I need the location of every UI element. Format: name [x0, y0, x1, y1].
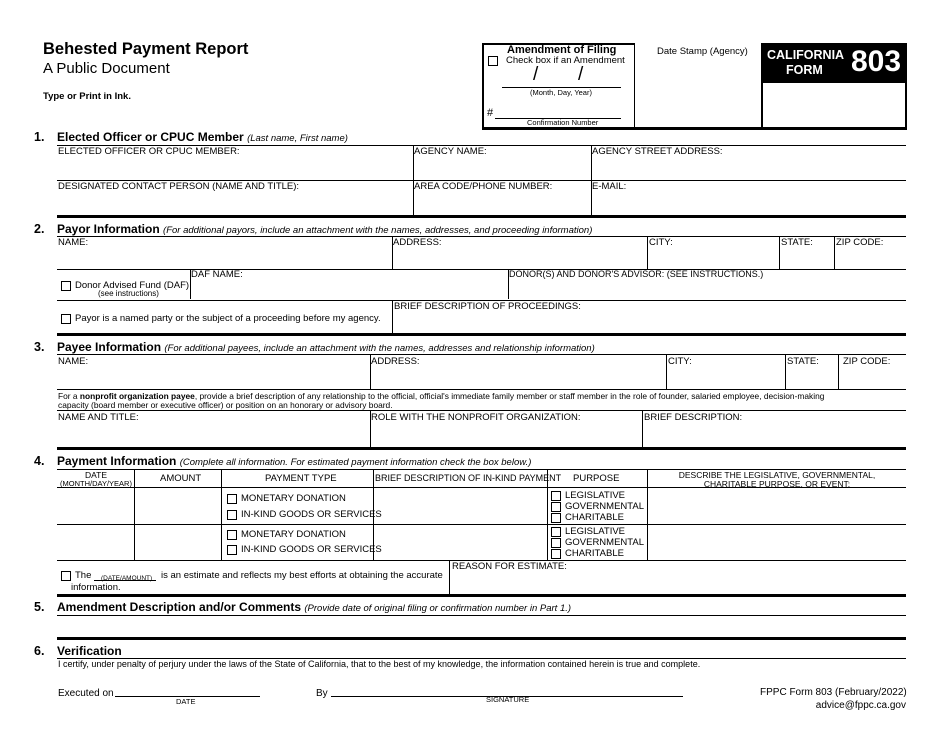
payment-1-legislative-checkbox[interactable]: [551, 491, 561, 501]
agency-street-label: AGENCY STREET ADDRESS:: [592, 146, 723, 157]
payment-1-monetary[interactable]: [227, 493, 346, 504]
daf-name-input[interactable]: [192, 282, 506, 298]
named-party-label: Payor is a named party or the subject of a proceeding before my agency.: [75, 313, 381, 324]
proceedings-label: BRIEF DESCRIPTION OF PROCEEDINGS:: [394, 301, 581, 312]
officer-name-label: ELECTED OFFICER OR CPUC MEMBER:: [58, 146, 240, 157]
reason-for-estimate-label: REASON FOR ESTIMATE:: [452, 561, 567, 572]
payment-2-inkind-description[interactable]: [375, 526, 545, 558]
amendment-checkbox[interactable]: [488, 56, 498, 66]
reason-for-estimate-input[interactable]: [452, 574, 904, 593]
agency-name-label: AGENCY NAME:: [414, 146, 487, 157]
brand-california: CALIFORNIA: [767, 48, 845, 62]
payment-1-purpose-description[interactable]: [649, 489, 904, 522]
estimate-information: information.: [71, 582, 121, 593]
section-3-heading: Payee Information: [57, 340, 162, 354]
payment-2-charitable[interactable]: [551, 548, 624, 559]
agency-street-input[interactable]: [593, 159, 904, 179]
estimate-rest-text: is an estimate and reflects my best efforts at obtaining the accurate: [161, 570, 443, 581]
section-1-heading: Elected Officer or CPUC Member: [57, 130, 244, 144]
payor-state-input[interactable]: [781, 250, 832, 267]
col-date-header: [58, 471, 134, 487]
payment-2-inkind-checkbox[interactable]: [227, 545, 237, 555]
col-date-sublabel: (MONTH/DAY/YEAR): [60, 478, 132, 488]
phone-input[interactable]: [415, 194, 588, 214]
section-5-heading: Amendment Description and/or Comments: [57, 600, 302, 614]
section-2-note: (For additional payors, include an attachment with the names, addresses, and proceeding information): [163, 225, 593, 236]
payee-zip-label: ZIP CODE:: [843, 356, 891, 367]
payment-2-governmental[interactable]: [551, 537, 644, 548]
payee-city-input[interactable]: [668, 369, 783, 387]
proceedings-input[interactable]: [394, 314, 904, 332]
payment-1-legislative[interactable]: [551, 490, 625, 501]
section-3-note: (For additional payees, include an attachment with the names, addresses and relationship information): [164, 343, 595, 354]
brand-form: FORM: [786, 63, 823, 77]
payor-address-label: ADDRESS:: [393, 237, 442, 248]
estimate-checkbox[interactable]: [61, 571, 71, 581]
section-2-number: 2.: [34, 222, 45, 236]
payor-zip-input[interactable]: [836, 250, 904, 267]
section-1-note: (Last name, First name): [247, 133, 348, 144]
footer-contact-email[interactable]: advice@fppc.ca.gov: [815, 700, 906, 711]
date-stamp-area[interactable]: [636, 60, 760, 126]
payee-address-input[interactable]: [372, 369, 664, 387]
amendment-date-slash-1: /: [533, 64, 539, 85]
payment-1-date-input[interactable]: [58, 489, 132, 522]
payee-city-label: CITY:: [668, 356, 692, 367]
contact-person-input[interactable]: [58, 194, 410, 214]
section-6-number: 6.: [34, 644, 45, 658]
payor-city-label: CITY:: [649, 237, 673, 248]
agency-name-input[interactable]: [415, 159, 588, 179]
section-6-heading: Verification: [57, 644, 122, 658]
payment-2-legislative-label: LEGISLATIVE: [565, 526, 626, 537]
execution-date-caption: DATE: [176, 697, 196, 706]
named-party-checkbox[interactable]: [61, 314, 71, 324]
nonprofit-instruction-pre: For a: [58, 391, 80, 401]
payor-state-label: STATE:: [781, 237, 813, 248]
daf-checkbox[interactable]: [61, 281, 71, 291]
payment-1-governmental-checkbox[interactable]: [551, 502, 561, 512]
col-amount-header: AMOUNT: [160, 473, 202, 484]
executed-on-label: Executed on: [58, 688, 114, 699]
payor-address-input[interactable]: [394, 250, 644, 267]
nonprofit-instruction-line2: capacity (board member or executive officer) or position on an honorary or advisory board.: [58, 399, 393, 410]
amendment-title: Amendment of Filing: [507, 44, 617, 56]
section-1-number: 1.: [34, 130, 45, 144]
email-input[interactable]: [593, 194, 904, 214]
section-4-number: 4.: [34, 454, 45, 468]
brand-box-lower: [761, 83, 907, 128]
confirmation-hash: #: [487, 107, 494, 119]
payor-name-input[interactable]: [58, 250, 389, 267]
payment-1-governmental[interactable]: [551, 501, 644, 512]
payee-name-input[interactable]: [58, 369, 367, 387]
payment-2-legislative-checkbox[interactable]: [551, 527, 561, 537]
estimate-date-amount-caption: (DATE/AMOUNT): [101, 575, 153, 582]
payment-1-amount-input[interactable]: [136, 489, 219, 522]
officer-name-input[interactable]: [58, 159, 410, 179]
donors-input[interactable]: [510, 282, 904, 298]
col-date-label: DATE: [84, 470, 108, 480]
by-label: By: [316, 688, 328, 699]
nonprofit-instruction-bold: nonprofit organization payee: [79, 391, 195, 401]
payment-2-governmental-label: GOVERNMENTAL: [565, 537, 645, 548]
section-4-note: (Complete all information. For estimated payment information check the box below.): [179, 457, 532, 468]
payment-2-monetary-label: MONETARY DONATION: [241, 529, 346, 540]
payment-1-monetary-checkbox[interactable]: [227, 494, 237, 504]
verification-statement: I certify, under penalty of perjury under the laws of the State of California, that to the best of my knowledge, the information contained herein is true and complete.: [58, 659, 701, 669]
payment-1-monetary-label: MONETARY DONATION: [241, 493, 346, 504]
section-6-title: [57, 644, 122, 658]
payment-1-inkind-label: IN-KIND GOODS OR SERVICES: [241, 509, 382, 520]
payee-zip-input[interactable]: [840, 369, 904, 387]
section-5-note: (Provide date of original filing or confirmation number in Part 1.): [304, 603, 572, 614]
np-role-label: ROLE WITH THE NONPROFIT ORGANIZATION:: [371, 412, 581, 423]
section-5-number: 5.: [34, 600, 45, 614]
payment-2-inkind[interactable]: [227, 544, 382, 555]
donors-label: DONOR(S) AND DONOR'S ADVISOR: (SEE INSTRUCTIONS.): [509, 269, 764, 279]
payment-1-inkind[interactable]: [227, 509, 382, 520]
brand-form-number: 803: [851, 45, 902, 78]
daf-see-instructions: (see instructions): [98, 289, 159, 298]
np-brief-label: BRIEF DESCRIPTION:: [644, 412, 743, 423]
amendment-date-slash-2: /: [578, 64, 584, 85]
np-role-input[interactable]: [372, 425, 639, 445]
col-purpose-header: PURPOSE: [573, 473, 620, 484]
payment-2-purpose-description[interactable]: [649, 526, 904, 558]
confirmation-caption: Confirmation Number: [527, 118, 599, 127]
named-party-checkbox-row[interactable]: [61, 313, 381, 324]
amendment-date-caption: (Month, Day, Year): [530, 88, 592, 97]
section-3-title: [57, 340, 595, 354]
section-1-title: [57, 130, 348, 144]
amendment-check-label: Check box if an Amendment: [506, 55, 625, 66]
payment-2-monetary-checkbox[interactable]: [227, 530, 237, 540]
section-4-title: [57, 454, 531, 468]
col-type-header: PAYMENT TYPE: [265, 473, 337, 484]
nonprofit-instruction: [58, 392, 898, 409]
amendment-date-input[interactable]: [502, 66, 620, 86]
section-4-heading: Payment Information: [57, 454, 177, 468]
np-name-title-label: NAME AND TITLE:: [58, 412, 139, 423]
payment-1-inkind-checkbox[interactable]: [227, 510, 237, 520]
payee-address-label: ADDRESS:: [371, 356, 420, 367]
payment-1-charitable[interactable]: [551, 512, 624, 523]
section-2-heading: Payor Information: [57, 222, 160, 236]
phone-label: AREA CODE/PHONE NUMBER:: [414, 181, 553, 192]
col-describe-header: [648, 471, 906, 488]
footer-form-id: FPPC Form 803 (February/2022): [760, 687, 907, 698]
ink-instruction: Type or Print in Ink.: [43, 91, 131, 102]
payment-1-charitable-checkbox[interactable]: [551, 513, 561, 523]
payor-name-label: NAME:: [58, 237, 89, 248]
section-5-title: [57, 600, 571, 614]
payee-name-label: NAME:: [58, 356, 89, 367]
estimate-the: The: [75, 570, 92, 581]
payment-2-legislative[interactable]: [551, 526, 625, 537]
col-describe-line2: CHARITABLE PURPOSE, OR EVENT:: [703, 478, 851, 489]
col-describe-line1: DESCRIBE THE LEGISLATIVE, GOVERNMENTAL,: [678, 470, 876, 480]
email-label: E-MAIL:: [592, 181, 627, 192]
col-inkind-header: BRIEF DESCRIPTION OF IN-KIND PAYMENT: [375, 473, 562, 483]
nonprofit-instruction-line1: , provide a brief description of any relationship to the official, official's immediate family member or staff member in the role of founder, salaried employee, decision-making: [194, 391, 825, 401]
signature-caption: SIGNATURE: [486, 695, 530, 704]
execution-date-input[interactable]: [115, 683, 259, 696]
daf-name-label: DAF NAME:: [191, 269, 243, 280]
daf-checkbox-label: Donor Advised Fund (DAF): [75, 280, 190, 291]
payment-1-charitable-label: CHARITABLE: [565, 512, 624, 523]
payment-2-governmental-checkbox[interactable]: [551, 538, 561, 548]
payment-2-charitable-checkbox[interactable]: [551, 549, 561, 559]
payment-2-date-input[interactable]: [58, 526, 132, 558]
form-subtitle: A Public Document: [43, 60, 170, 77]
payor-zip-label: ZIP CODE:: [836, 237, 884, 248]
contact-person-label: DESIGNATED CONTACT PERSON (NAME AND TITLE):: [58, 181, 300, 192]
payment-1-governmental-label: GOVERNMENTAL: [565, 501, 645, 512]
section-2-title: [57, 222, 592, 236]
payment-2-amount-input[interactable]: [136, 526, 219, 558]
payee-state-label: STATE:: [787, 356, 819, 367]
payment-2-charitable-label: CHARITABLE: [565, 548, 624, 559]
payor-city-input[interactable]: [649, 250, 777, 267]
confirmation-number-input[interactable]: [495, 102, 621, 117]
amendment-comments-input[interactable]: [58, 617, 904, 635]
payment-2-inkind-label: IN-KIND GOODS OR SERVICES: [241, 544, 382, 555]
np-brief-input[interactable]: [644, 425, 904, 445]
payee-state-input[interactable]: [787, 369, 836, 387]
date-stamp-label: Date Stamp (Agency): [657, 46, 748, 57]
payment-1-inkind-description[interactable]: [375, 489, 545, 522]
payment-1-legislative-label: LEGISLATIVE: [565, 490, 626, 501]
section-3-number: 3.: [34, 340, 45, 354]
payment-2-monetary[interactable]: [227, 529, 346, 540]
form-title: Behested Payment Report: [43, 40, 249, 58]
np-name-title-input[interactable]: [58, 425, 367, 445]
